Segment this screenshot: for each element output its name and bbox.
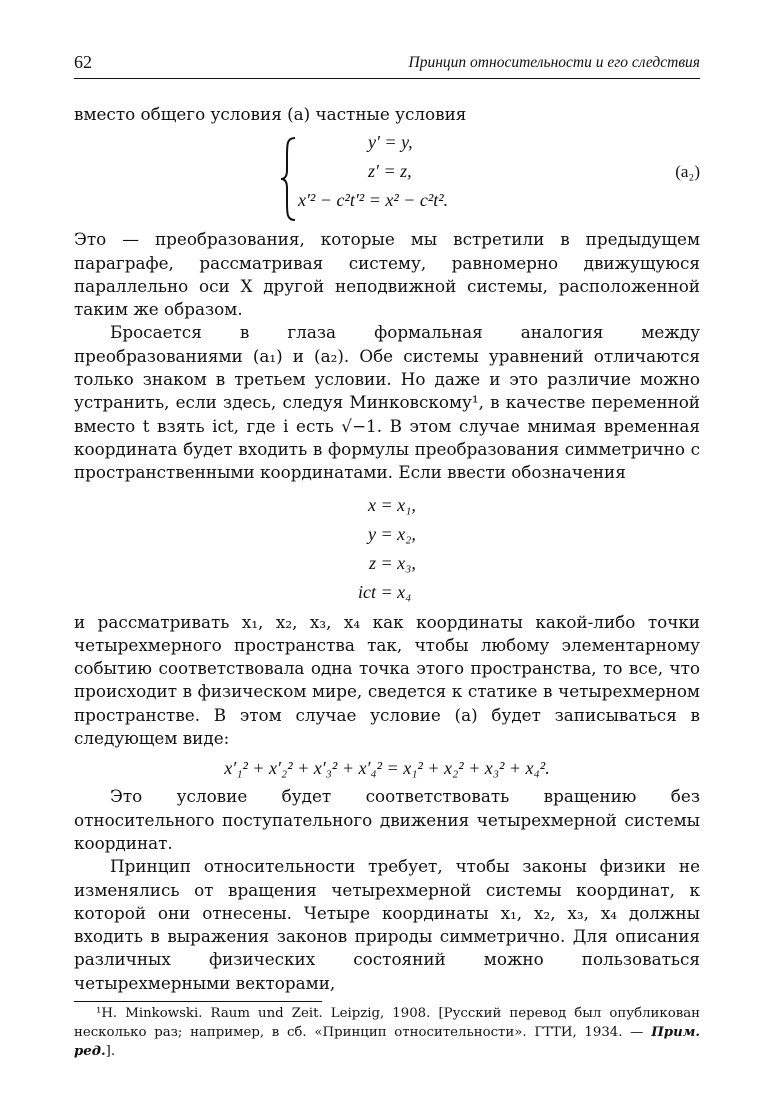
footnote xyxy=(74,1004,700,1061)
paragraph-5: Принцип относительности требует, чтобы законы физики не изменялись от вращения четырехмерной системы координат, к которой они отнесены. Четыре координаты x₁, x₂, x₃, x₄ должны входить в выражения законов природы симметрично. Для описания различных физических состояний можно пользоваться четырехмерными векторами, xyxy=(74,856,700,993)
system-equation-1: y′ = y, xyxy=(368,132,413,153)
paragraph-1: Это — преобразования, которые мы встретили в предыдущем параграфе, рассматривая систему, равномерно движущуюся параллельно оси X другой неподвижной системы, расположенной таким же образом. xyxy=(74,229,700,320)
footnote-editor-note: Прим. ред. xyxy=(74,1025,701,1060)
footnote-end: ]. xyxy=(105,1044,116,1060)
page-header xyxy=(74,48,700,79)
equation-tag: (a₂) xyxy=(675,162,700,182)
paragraph-4: Это условие будет соответствовать вращению без относительного поступательного движения четырехмерной системы координат. xyxy=(74,786,700,853)
sum-of-squares-equation: x′₁² + x′₂² + x′₃² + x′₄² = x₁² + x₂² + x₃² + x₄². xyxy=(224,758,550,779)
left-brace-icon xyxy=(279,136,297,222)
notation-row: x = x₁, xyxy=(368,494,416,515)
running-title: Принцип относительности и его следствия xyxy=(408,54,700,71)
book-page xyxy=(74,48,700,1061)
notation-equations xyxy=(74,491,700,607)
intro-line: вместо общего условия (a) частные условия xyxy=(74,104,467,124)
notation-row: y = x₂, xyxy=(368,523,416,544)
paragraph-2: Бросается в глаза формальная аналогия между преобразованиями (a₁) и (a₂). Обе системы уравнений отличаются только знаком в третьем условии. Но даже и это различие можно устранить, если здесь, следуя Минковскому¹, в качестве переменной вместо t взять ict, где i есть √−1. В этом случае мнимая временная координата будет входить в формулы преобразования симметрично с пространственными координатами. Если ввести обозначения xyxy=(74,322,700,483)
notation-row: z = x₃, xyxy=(368,552,416,573)
equation-system-a2 xyxy=(74,132,700,224)
page-number: 62 xyxy=(74,52,92,72)
paragraph-3: и рассматривать x₁, x₂, x₃, x₄ как координаты какой-либо точки четырехмерного пространства так, чтобы любому элементарному событию соответствовала одна точка этого пространства, то все, что происходит в физическом мире, сведется к статике в четырехмерном пространстве. В этом случае условие (a) будет записываться в следующем виде: xyxy=(74,611,700,749)
system-equation-2: z′ = z, xyxy=(368,161,412,182)
notation-row: ict = x₄ xyxy=(358,581,412,602)
footnote-rule xyxy=(74,1001,322,1002)
footnote-text: ¹H. Minkowski. Raum und Zeit. Leipzig, 1908. [Русский перевод был опубликован несколько раз; например, в сб. «Принцип относительности». ГТТИ, 1934. — xyxy=(74,1006,700,1041)
system-equation-3: x′² − c²t′² = x² − c²t². xyxy=(298,190,449,211)
